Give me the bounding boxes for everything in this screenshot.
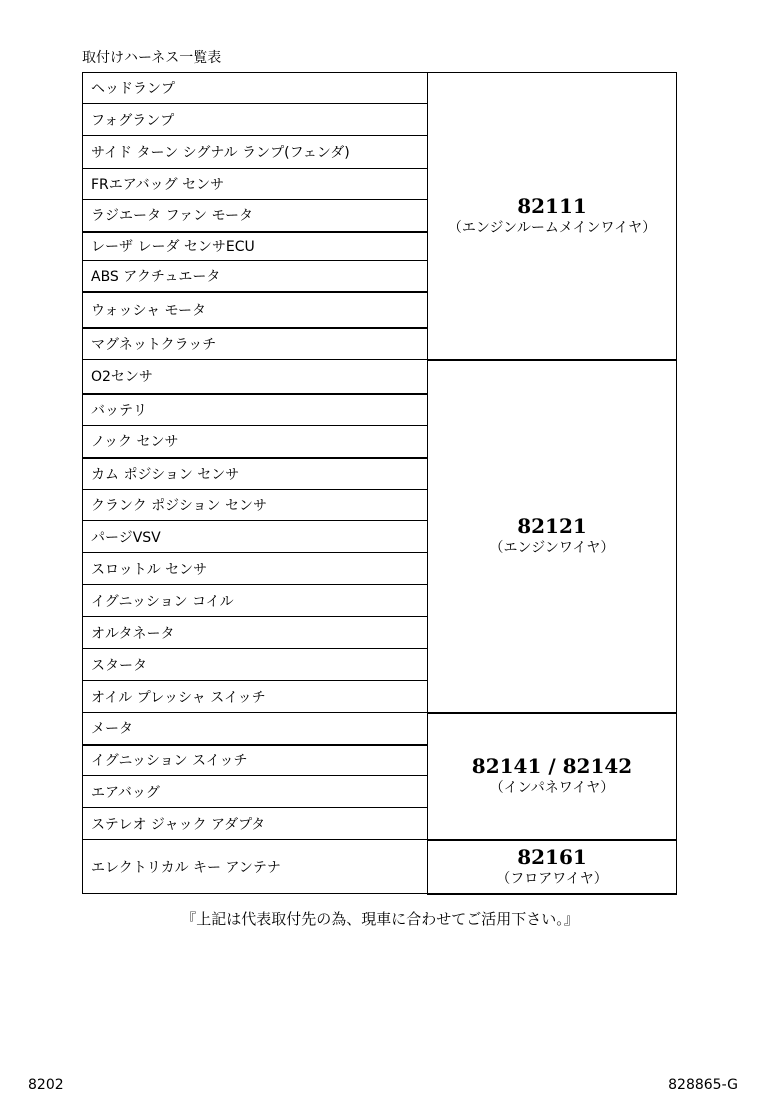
part-location: オイル プレッシャ スイッチ — [83, 681, 428, 713]
harness-name: （エンジンワイヤ） — [489, 540, 615, 556]
part-location: エアバッグ — [83, 776, 428, 808]
table-row — [83, 840, 677, 894]
part-location: O2センサ — [83, 360, 428, 394]
part-location: ラジエータ ファン モータ — [83, 200, 428, 232]
part-location: メータ — [83, 713, 428, 745]
harness-cell — [428, 840, 677, 894]
harness-cell — [428, 713, 677, 840]
part-location: レーザ レーダ センサECU — [83, 232, 428, 261]
footnote: 『上記は代表取付先の為、現車に合わせてご活用下さい。』 — [181, 910, 579, 928]
table-row — [83, 360, 677, 394]
table-title: 取付けハーネス一覧表 — [82, 50, 222, 66]
harness-name: （フロアワイヤ） — [496, 870, 608, 887]
part-location: スタータ — [83, 649, 428, 681]
part-location: フォグランプ — [83, 104, 428, 136]
part-location: カム ポジション センサ — [83, 458, 428, 490]
part-location: イグニッション コイル — [83, 585, 428, 617]
part-location: イグニッション スイッチ — [83, 745, 428, 776]
page-number: 8202 — [28, 1077, 64, 1093]
harness-name: （インパネワイヤ） — [489, 780, 615, 796]
table-row — [83, 713, 677, 745]
part-location: ABS アクチュエータ — [83, 261, 428, 292]
harness-number: 82111 — [517, 193, 587, 218]
table-row — [83, 73, 677, 104]
part-location: エレクトリカル キー アンテナ — [83, 840, 428, 894]
harness-number: 82141 / 82142 — [471, 754, 633, 778]
part-location: オルタネータ — [83, 617, 428, 649]
harness-number: 82161 — [517, 844, 587, 869]
part-location: ノック センサ — [83, 426, 428, 458]
part-location: マグネットクラッチ — [83, 328, 428, 360]
harness-cell — [428, 360, 677, 713]
harness-name: （エンジンルームメインワイヤ） — [447, 219, 657, 236]
harness-number: 82121 — [517, 514, 587, 538]
part-location: ヘッドランプ — [83, 73, 428, 104]
part-location: FRエアバッグ センサ — [83, 169, 428, 200]
part-location: クランク ポジション センサ — [83, 490, 428, 521]
part-location: パージVSV — [83, 521, 428, 553]
harness-cell — [428, 73, 677, 360]
part-location: ウォッシャ モータ — [83, 292, 428, 328]
harness-table — [82, 72, 677, 895]
part-location: サイド ターン シグナル ランプ(フェンダ) — [83, 136, 428, 169]
part-location: バッテリ — [83, 394, 428, 426]
part-location: スロットル センサ — [83, 553, 428, 585]
figure-id: 828865-G — [668, 1077, 738, 1093]
part-location: ステレオ ジャック アダプタ — [83, 808, 428, 840]
